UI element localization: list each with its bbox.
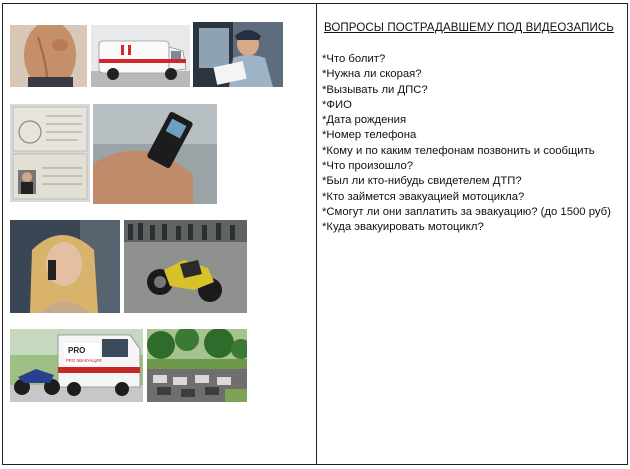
questions-title: ВОПРОСЫ ПОСТРАДАВШЕМУ ПОД ВИДЕОЗАПИСЬ <box>324 22 614 34</box>
question-item: *Был ли кто-нибудь свидетелем ДТП? <box>322 175 522 188</box>
table-border-bottom <box>2 464 628 465</box>
svg-text:PRO: PRO <box>68 346 86 355</box>
question-item: *Что произошло? <box>322 160 414 173</box>
injured-back-photo <box>10 25 87 87</box>
traffic-police-photo <box>193 22 283 87</box>
question-item: *Дата рождения <box>322 114 407 127</box>
parking-lot-photo <box>147 329 247 402</box>
table-border-right <box>627 3 628 465</box>
question-item: *Кто займется эвакуацией мотоцикла? <box>322 190 525 203</box>
questions-list <box>322 52 611 236</box>
question-item: *Нужна ли скорая? <box>322 68 422 81</box>
question-item: *ФИО <box>322 98 352 111</box>
table-border-middle <box>316 3 317 465</box>
question-item: *Номер телефона <box>322 129 417 142</box>
motorcycle-crash-scene-photo <box>124 220 247 313</box>
table-border-top <box>2 3 628 4</box>
question-item: *Вызывать ли ДПС? <box>322 83 428 96</box>
table-border-left <box>2 3 3 465</box>
question-item: *Кому и по каким телефонам позвонить и сообщить <box>322 144 595 157</box>
tow-truck-photo <box>10 329 143 402</box>
question-item: *Что болит? <box>322 53 386 65</box>
mobile-phone-hand-photo <box>93 104 217 204</box>
passport-documents-photo <box>10 104 90 202</box>
ambulance-photo <box>91 25 190 87</box>
woman-on-phone-photo <box>10 220 120 313</box>
question-item: *Куда эвакуировать мотоцикл? <box>322 221 484 234</box>
question-item: *Смогут ли они заплатить за эвакуацию? (до 1500 руб) <box>322 205 611 218</box>
tow-truck-sign: PRO ЭВАКУАЦИЯ <box>66 358 102 363</box>
